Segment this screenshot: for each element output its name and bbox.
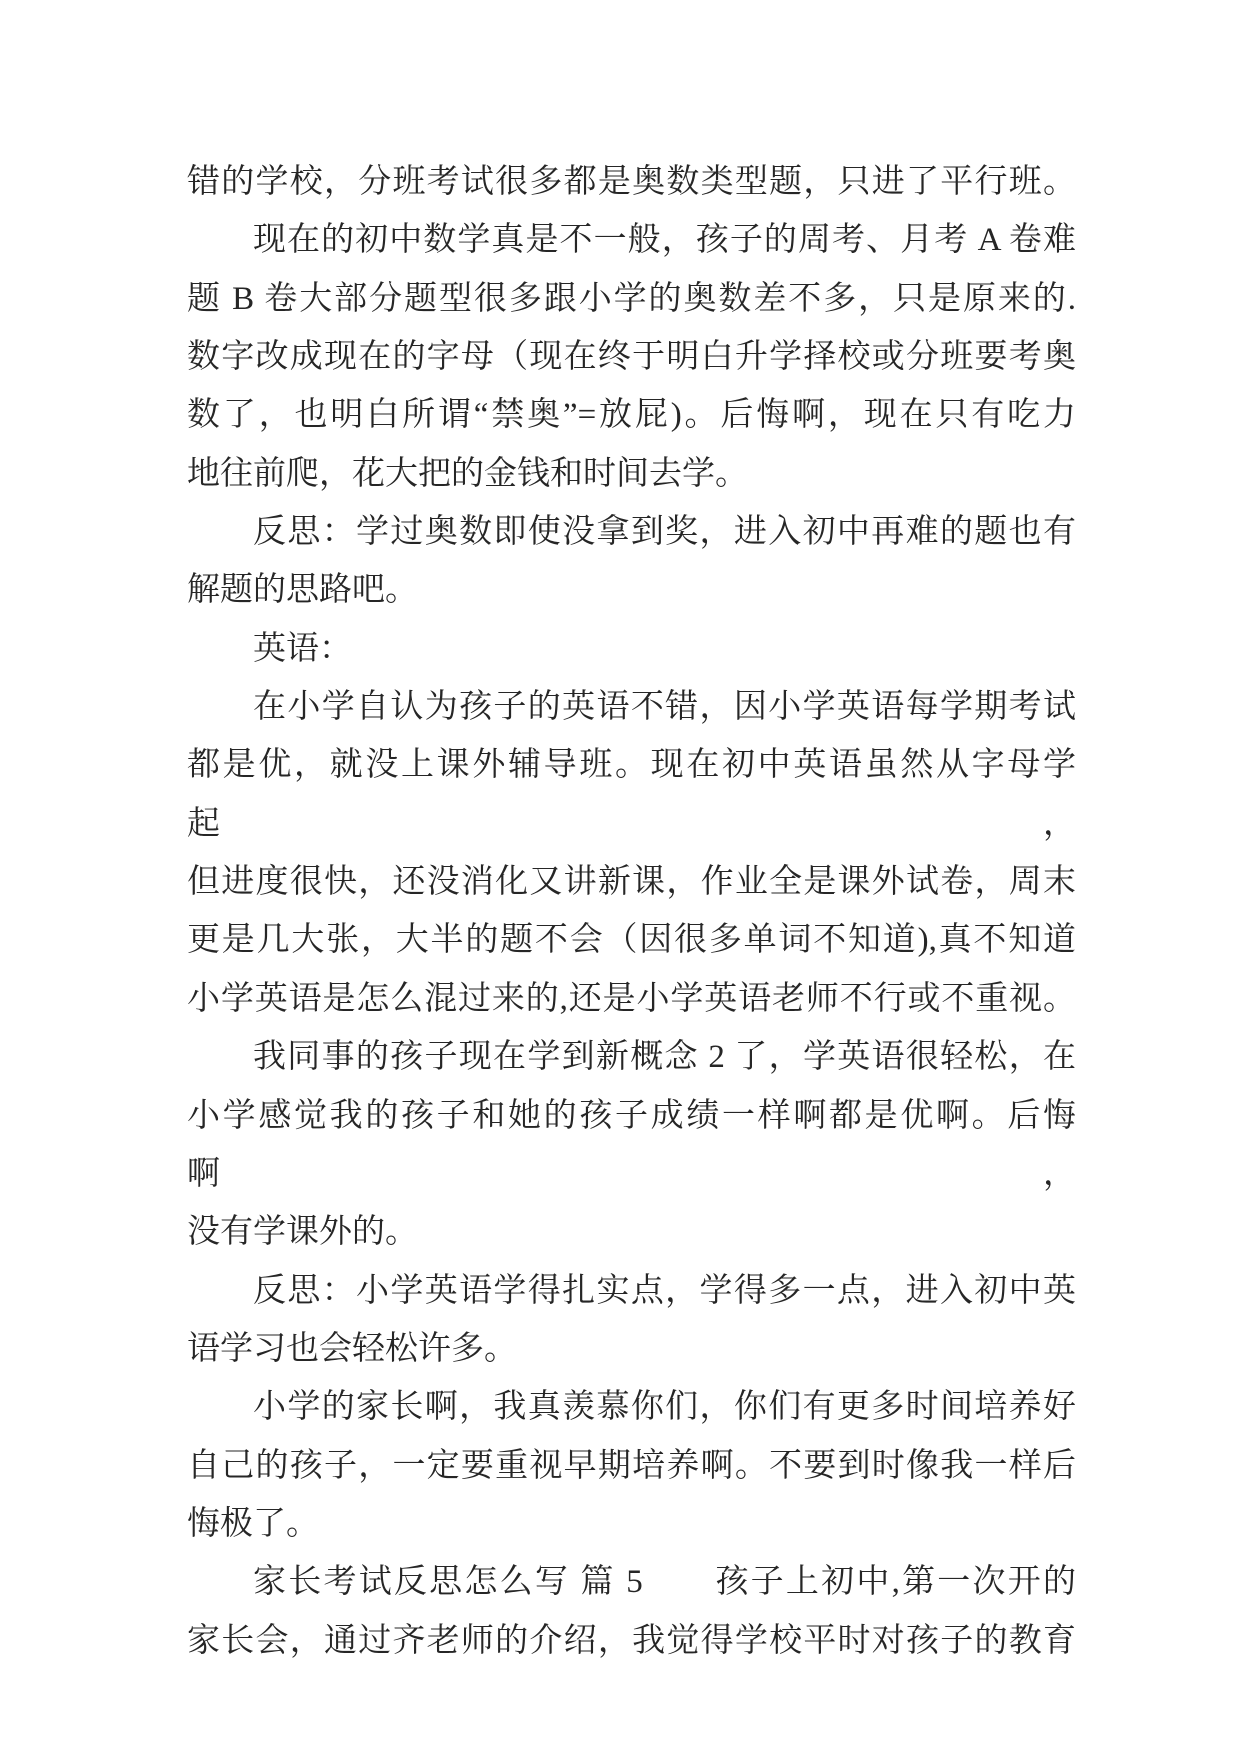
text-line: 自己的孩子，一定要重视早期培养啊。不要到时像我一样后	[187, 1447, 1076, 1484]
text-line: 没有学课外的。	[187, 1214, 418, 1251]
text-line: 数了，也明白所谓“禁奥”=放屁)。后悔啊，现在只有吃力	[187, 397, 1076, 434]
text-line: 题 B 卷大部分题型很多跟小学的奥数差不多，只是原来的.	[187, 280, 1076, 317]
document-text-block	[187, 153, 1076, 1670]
text-line: 在小学自认为孩子的英语不错，因小学英语每学期考试	[253, 689, 1076, 726]
text-line: 反思：学过奥数即使没拿到奖，进入初中再难的题也有	[253, 514, 1076, 551]
text-line: 都是优，就没上课外辅导班。现在初中英语虽然从字母学起，	[187, 747, 1076, 842]
text-line: 悔极了。	[187, 1505, 319, 1542]
text-line: 语学习也会轻松许多。	[187, 1330, 517, 1367]
text-line: 但进度很快，还没消化又讲新课，作业全是课外试卷，周末	[187, 864, 1076, 901]
text-line: 小学的家长啊，我真羡慕你们，你们有更多时间培养好	[253, 1389, 1076, 1426]
text-line: 解题的思路吧。	[187, 572, 418, 609]
text-line: 英语：	[253, 630, 352, 667]
text-line: 小学英语是怎么混过来的,还是小学英语老师不行或不重视。	[187, 980, 1076, 1017]
text-line: 我同事的孩子现在学到新概念 2 了，学英语很轻松，在	[253, 1039, 1076, 1076]
text-line: 家长考试反思怎么写 篇 5 孩子上初中,第一次开的	[253, 1564, 1076, 1601]
text-line: 反思：小学英语学得扎实点，学得多一点，进入初中英	[253, 1272, 1076, 1309]
text-line: 现在的初中数学真是不一般，孩子的周考、月考 A 卷难	[253, 222, 1076, 259]
text-line: 地往前爬，花大把的金钱和时间去学。	[187, 455, 748, 492]
text-line: 错的学校，分班考试很多都是奥数类型题，只进了平行班。	[187, 164, 1076, 200]
text-line: 更是几大张，大半的题不会（因很多单词不知道),真不知道	[187, 922, 1076, 959]
text-line: 家长会，通过齐老师的介绍，我觉得学校平时对孩子的教育	[187, 1622, 1076, 1659]
text-line: 数字改成现在的字母（现在终于明白升学择校或分班要考奥	[187, 339, 1076, 376]
text-line: 小学感觉我的孩子和她的孩子成绩一样啊都是优啊。后悔啊，	[187, 1097, 1076, 1192]
